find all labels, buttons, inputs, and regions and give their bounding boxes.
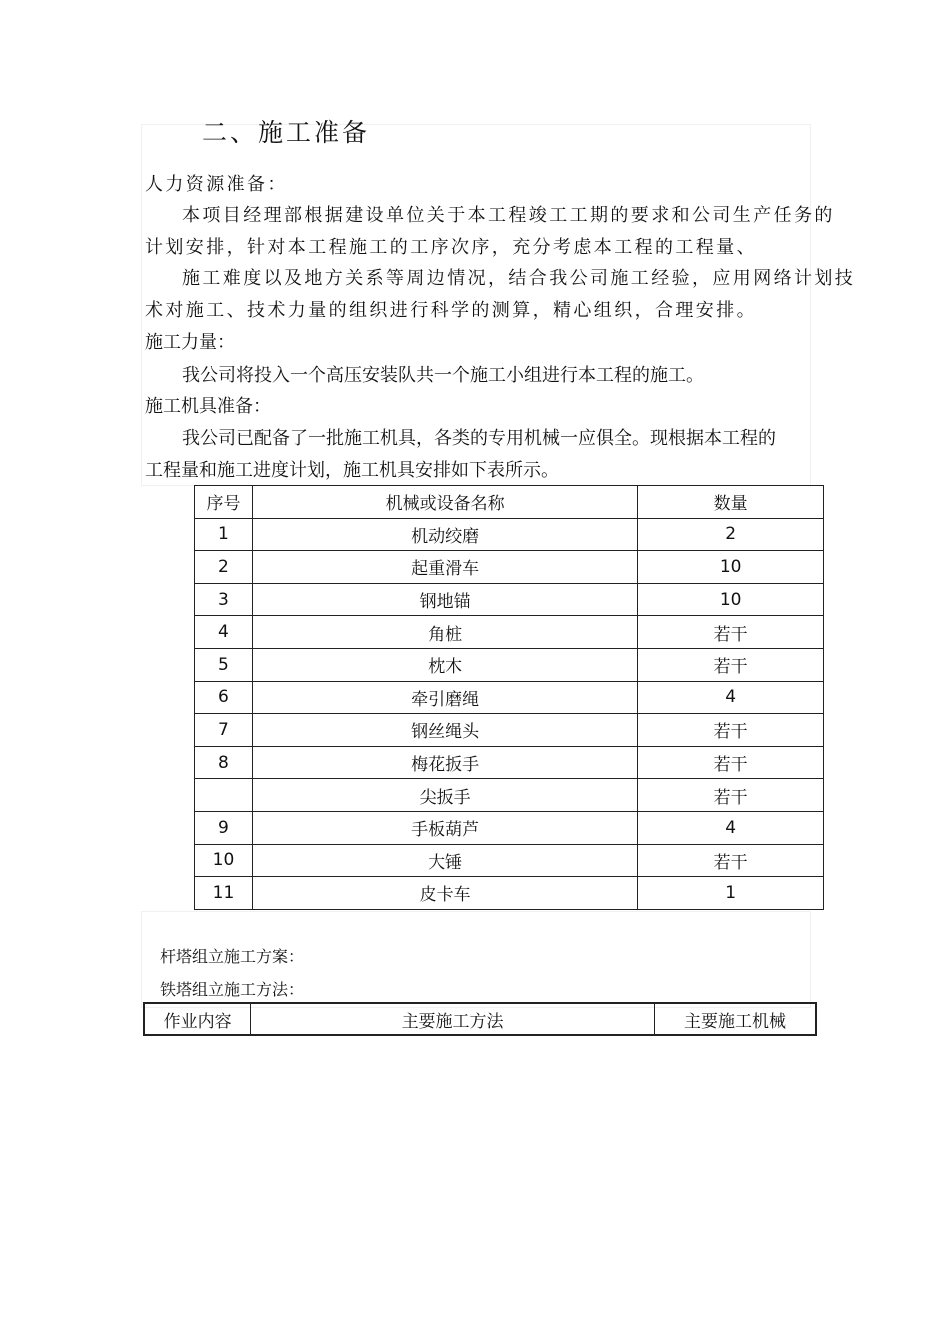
equipment-table [194,485,824,910]
hr-paragraph-line-3: 施工难度以及地方关系等周边情况，结合我公司施工经验，应用网络计划技 [182,268,856,289]
table-row [195,811,824,844]
cell-index: 10 [195,844,253,877]
cell-equipment-name: 机动绞磨 [252,518,637,551]
table-row [195,779,824,812]
cell-quantity: 1 [638,877,824,910]
table-row [195,877,824,910]
cell-quantity: 若干 [638,648,824,681]
tools-paragraph-line-2: 工程量和施工进度计划，施工机具安排如下表所示。 [145,460,559,481]
column-header-work-content: 作业内容 [144,1003,251,1035]
cell-quantity: 若干 [638,746,824,779]
force-heading: 施工力量： [145,332,235,353]
column-header-quantity: 数量 [638,486,824,519]
table-row [195,616,824,649]
cell-quantity: 10 [638,583,824,616]
cell-quantity: 若干 [638,779,824,812]
table-row [195,583,824,616]
cell-index: 9 [195,811,253,844]
table-header-row [195,486,824,519]
cell-equipment-name: 尖扳手 [252,779,637,812]
column-header-main-method: 主要施工方法 [251,1003,655,1035]
cell-quantity: 4 [638,681,824,714]
hr-paragraph-line-4: 术对施工、技术力量的组织进行科学的测算，精心组织，合理安排。 [145,300,757,321]
table-row [195,518,824,551]
cell-index: 5 [195,648,253,681]
force-paragraph: 我公司将投入一个高压安装队共一个施工小组进行本工程的施工。 [182,365,704,386]
cell-index: 3 [195,583,253,616]
table-row [195,551,824,584]
section-title: 二、施工准备 [202,118,371,147]
column-header-equipment-name: 机械或设备名称 [252,486,637,519]
tools-paragraph-line-1: 我公司已配备了一批施工机具，各类的专用机械一应俱全。现根据本工程的 [182,428,776,449]
cell-equipment-name: 钢地锚 [252,583,637,616]
cell-equipment-name: 角桩 [252,616,637,649]
cell-index: 2 [195,551,253,584]
table-row [195,681,824,714]
cell-index: 4 [195,616,253,649]
column-header-index: 序号 [195,486,253,519]
cell-index: 6 [195,681,253,714]
hr-heading: 人力资源准备： [145,174,288,195]
cell-quantity: 若干 [638,714,824,747]
cell-index: 7 [195,714,253,747]
cell-equipment-name: 梅花扳手 [252,746,637,779]
cell-quantity: 4 [638,811,824,844]
table-row [195,714,824,747]
cell-index [195,779,253,812]
cell-index: 8 [195,746,253,779]
cell-quantity: 2 [638,518,824,551]
cell-equipment-name: 皮卡车 [252,877,637,910]
cell-equipment-name: 钢丝绳头 [252,714,637,747]
cell-equipment-name: 牵引磨绳 [252,681,637,714]
cell-index: 11 [195,877,253,910]
cell-equipment-name: 大锤 [252,844,637,877]
table-row [195,844,824,877]
cell-quantity: 10 [638,551,824,584]
table-row [195,648,824,681]
hr-paragraph-line-1: 本项目经理部根据建设单位关于本工程竣工工期的要求和公司生产任务的 [182,205,835,226]
iron-tower-heading: 铁塔组立施工方法： [160,980,305,999]
cell-quantity: 若干 [638,616,824,649]
cell-equipment-name: 手板葫芦 [252,811,637,844]
cell-equipment-name: 枕木 [252,648,637,681]
cell-quantity: 若干 [638,844,824,877]
table-header-row [144,1003,816,1035]
table-row [195,746,824,779]
cell-equipment-name: 起重滑车 [252,551,637,584]
tower-plan-heading: 杆塔组立施工方案： [160,947,305,966]
tools-heading: 施工机具准备： [145,396,271,417]
hr-paragraph-line-2: 计划安排，针对本工程施工的工序次序，充分考虑本工程的工程量、 [145,237,757,258]
cell-index: 1 [195,518,253,551]
method-table [143,1002,817,1036]
column-header-main-machinery: 主要施工机械 [654,1003,816,1035]
